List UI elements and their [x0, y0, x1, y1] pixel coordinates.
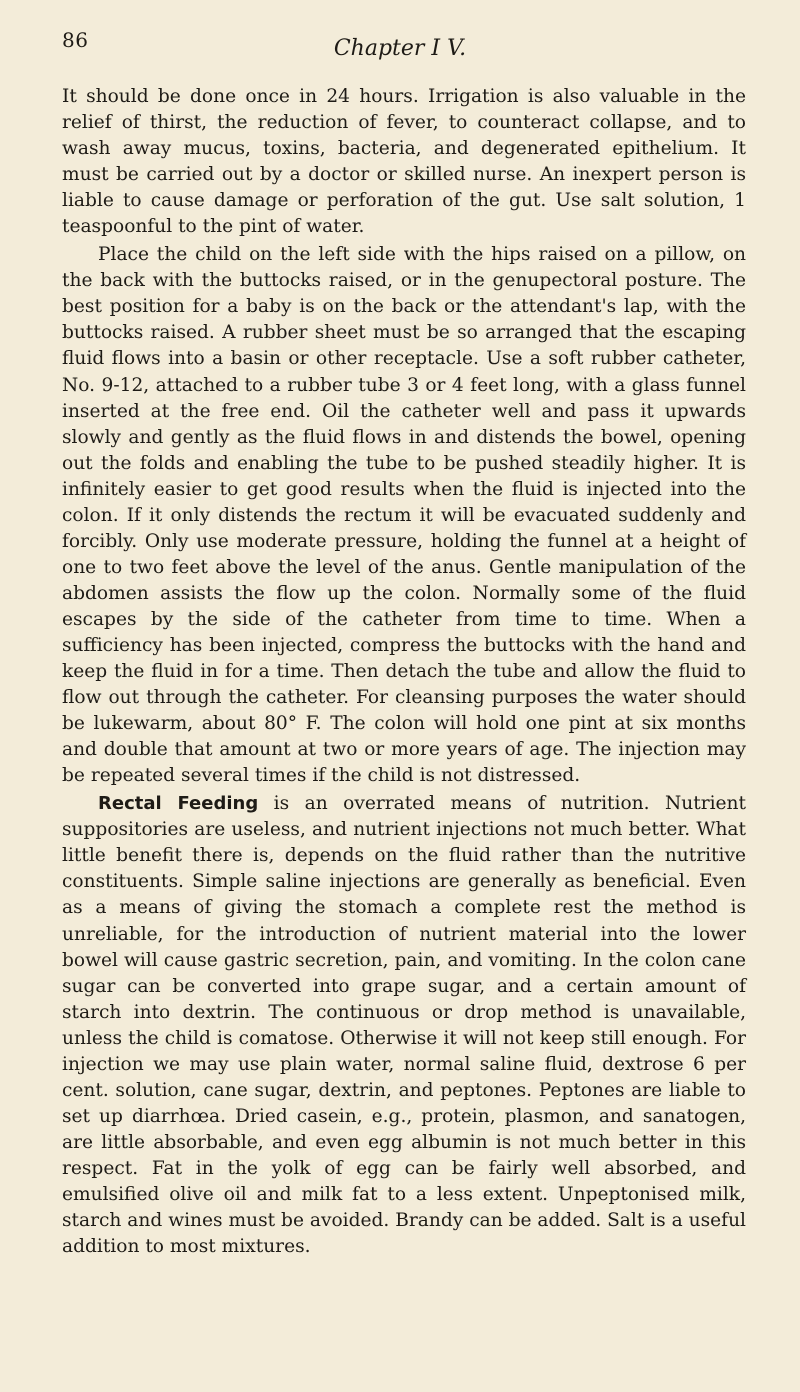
running-title: Chapter I V.: [333, 36, 467, 61]
page-number: 86: [62, 28, 89, 52]
paragraph-rectal-feeding: [62, 791, 746, 1260]
paragraph-procedure: Place the child on the left side with the hips raised on a pillow, on the back with the buttocks raised, or in the genupectoral posture. The best position for a baby is on the back or the attendant's lap, with the buttocks raised. A rubber sheet must be so arranged that the escaping fluid flows into a basin or other receptacle. Use a soft rubber catheter, No. 9-12, attached to a rubber tube 3 or 4 feet long, with a glass funnel inserted at the free end. Oil the catheter well and pass it upwards slowly and gently as the fluid flows in and distends the bowel, opening out the folds and enabling the tube to be pushed steadily higher. It is infinitely easier to get good results when the fluid is injected into the colon. If it only distends the rectum it will be evacuated suddenly and forcibly. Only use moderate pressure, holding the funnel at a height of one to two feet above the level of the anus. Gentle manipulation of the abdomen assists the flow up the colon. Normally some of the fluid escapes by the side of the catheter from time to time. When a sufficiency has been injected, compress the buttocks with the hand and keep the fluid in for a time. Then detach the tube and allow the fluid to flow out through the catheter. For cleansing purposes the water should be lukewarm, about 80° F. The colon will hold one pint at six months and double that amount at two or more years of age. The injection may be repeated several times if the child is not distressed.: [62, 244, 746, 787]
body-text: [62, 84, 746, 1262]
paragraph-irrigation-intro: It should be done once in 24 hours. Irrigation is also valuable in the relief of thirst, the reduction of fever, to counteract collapse, and to wash away mucus, toxins, bacteria, and degenerated epithelium. It must be carried out by a doctor or skilled nurse. An inexpert person is liable to cause damage or perforation of the gut. Use salt solution, 1 teaspoonful to the pint of water.: [62, 86, 746, 238]
section-heading-rectal-feeding: Rectal Feeding: [98, 793, 259, 815]
paragraph-rectal-feeding-text: is an overrated means of nutrition. Nutrient suppositories are useless, and nutrient injections not much better. What little benefit there is, depends on the fluid rather than the nutritive constituents. Simple saline injections are generally as beneficial. Even as a means of giving the stomach a complete rest the method is unreliable, for the introduction of nutrient material into the lower bowel will cause gastric secretion, pain, and vomiting. In the colon cane sugar can be converted into grape sugar, and a certain amount of starch into dextrin. The continuous or drop method is unavailable, unless the child is comatose. Otherwise it will not keep still enough. For injection we may use plain water, normal saline fluid, dextrose 6 per cent. solution, cane sugar, dextrin, and peptones. Peptones are liable to set up diarrhœa. Dried casein, e.g., protein, plasmon, and sanatogen, are little absorbable, and even egg albumin is not much better in this respect. Fat in the yolk of egg can be fairly well absorbed, and emulsified olive oil and milk fat to a less extent. Unpeptonised milk, starch and wines must be avoided. Brandy can be added. Salt is a useful addition to most mixtures.: [62, 793, 746, 1258]
